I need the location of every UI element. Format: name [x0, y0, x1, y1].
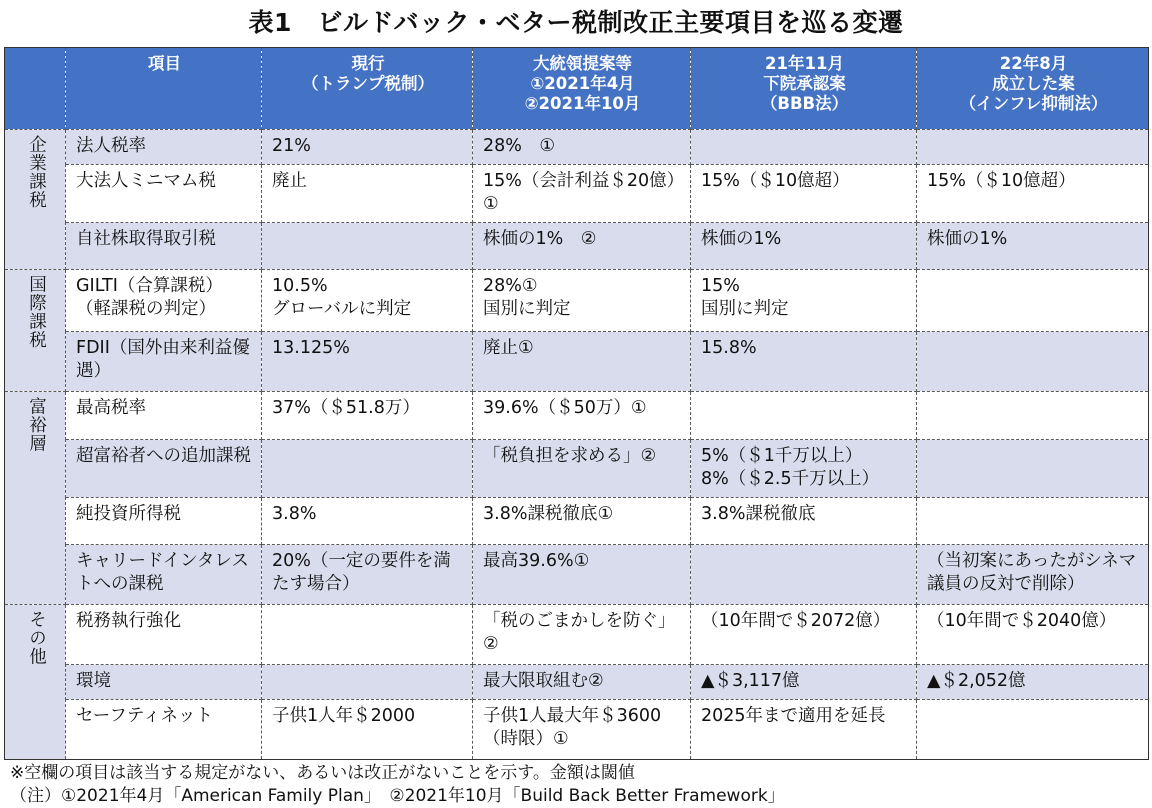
- header-cell-item: 項目: [66, 48, 262, 130]
- enacted-cell: [917, 332, 1149, 392]
- table-title: 表1 ビルドバック・ベター税制改正主要項目を巡る変遷: [248, 8, 904, 37]
- proposal-cell: 最大限取組む②: [473, 664, 691, 699]
- header-cell-enacted: 22年8月 成立した案 （インフレ抑制法）: [917, 48, 1149, 130]
- item-cell: 純投資所得税: [66, 497, 262, 545]
- proposal-cell: 「税のごまかしを防ぐ」②: [473, 605, 691, 665]
- enacted-cell: 株価の1%: [917, 222, 1149, 270]
- item-cell: 税務執行強化: [66, 605, 262, 665]
- enacted-cell: （10年間で＄2040億）: [917, 605, 1149, 665]
- current-cell: [262, 605, 473, 665]
- item-cell: 超富裕者への追加課税: [66, 439, 262, 497]
- table-row: [5, 700, 1149, 760]
- category-label: その他: [26, 610, 47, 666]
- item-cell: キャリードインタレストへの課税: [66, 545, 262, 605]
- house-cell: 5%（＄1千万以上） 8%（＄2.5千万以上）: [691, 439, 917, 497]
- header-cell-current: 現行 （トランプ税制）: [262, 48, 473, 130]
- current-cell: 3.8%: [262, 497, 473, 545]
- category-cell: [5, 605, 66, 760]
- current-cell: 20%（一定の要件を満たす場合）: [262, 545, 473, 605]
- table-row: [5, 392, 1149, 440]
- table-row: [5, 165, 1149, 223]
- enacted-cell: [917, 700, 1149, 760]
- house-cell: ▲＄3,117億: [691, 664, 917, 699]
- proposal-cell: 28%① 国別に判定: [473, 270, 691, 332]
- header-row: [5, 48, 1149, 130]
- house-cell: 2025年まで適用を延長: [691, 700, 917, 760]
- table-row: [5, 664, 1149, 699]
- current-cell: 10.5% グローバルに判定: [262, 270, 473, 332]
- proposal-cell: 株価の1% ②: [473, 222, 691, 270]
- table-row: [5, 545, 1149, 605]
- category-cell: [5, 392, 66, 605]
- current-cell: [262, 664, 473, 699]
- category-label: 企業課税: [26, 135, 47, 209]
- table-row: [5, 439, 1149, 497]
- proposal-cell: 子供1人最大年＄3600（時限）①: [473, 700, 691, 760]
- current-cell: 13.125%: [262, 332, 473, 392]
- enacted-cell: [917, 439, 1149, 497]
- table-row: [5, 270, 1149, 332]
- enacted-cell: [917, 392, 1149, 440]
- proposal-cell: 3.8%課税徹底①: [473, 497, 691, 545]
- item-cell: 最高税率: [66, 392, 262, 440]
- header-cell-proposal: 大統領提案等 ①2021年4月 ②2021年10月: [473, 48, 691, 130]
- table-row: [5, 332, 1149, 392]
- enacted-cell: 15%（＄10億超）: [917, 165, 1149, 223]
- current-cell: 21%: [262, 130, 473, 165]
- house-cell: [691, 392, 917, 440]
- house-cell: 株価の1%: [691, 222, 917, 270]
- header-cell-category: [5, 48, 66, 130]
- enacted-cell: [917, 270, 1149, 332]
- category-cell: [5, 130, 66, 270]
- table-row: [5, 222, 1149, 270]
- header-cell-house: 21年11月 下院承認案 （BBB法）: [691, 48, 917, 130]
- house-cell: 15.8%: [691, 332, 917, 392]
- proposal-cell: 15%（会計利益＄20億）①: [473, 165, 691, 223]
- current-cell: [262, 439, 473, 497]
- current-cell: 37%（＄51.8万）: [262, 392, 473, 440]
- proposal-cell: 28% ①: [473, 130, 691, 165]
- item-cell: 環境: [66, 664, 262, 699]
- item-cell: GILTI（合算課税） （軽課税の判定）: [66, 270, 262, 332]
- enacted-cell: （当初案にあったがシネマ議員の反対で削除）: [917, 545, 1149, 605]
- item-cell: 自社株取得取引税: [66, 222, 262, 270]
- house-cell: 15%（＄10億超）: [691, 165, 917, 223]
- house-cell: 15% 国別に判定: [691, 270, 917, 332]
- category-label: 国際課税: [26, 275, 47, 350]
- current-cell: [262, 222, 473, 270]
- proposal-cell: 「税負担を求める」②: [473, 439, 691, 497]
- item-cell: FDII（国外由来利益優遇）: [66, 332, 262, 392]
- enacted-cell: ▲＄2,052億: [917, 664, 1149, 699]
- proposal-cell: 39.6%（＄50万）①: [473, 392, 691, 440]
- table-row: [5, 497, 1149, 545]
- house-cell: [691, 545, 917, 605]
- item-cell: 大法人ミニマム税: [66, 165, 262, 223]
- item-cell: セーフティネット: [66, 700, 262, 760]
- footnote-sources: （注）①2021年4月「American Family Plan」 ②2021年10月「Build Back Better Framework」: [10, 786, 785, 806]
- current-cell: 廃止: [262, 165, 473, 223]
- table-row: [5, 605, 1149, 665]
- tax-reform-table: [4, 47, 1149, 760]
- current-cell: 子供1人年＄2000: [262, 700, 473, 760]
- enacted-cell: [917, 497, 1149, 545]
- house-cell: （10年間で＄2072億）: [691, 605, 917, 665]
- table-row: [5, 130, 1149, 165]
- enacted-cell: [917, 130, 1149, 165]
- category-label: 富裕層: [26, 397, 47, 453]
- category-cell: [5, 270, 66, 392]
- proposal-cell: 最高39.6%①: [473, 545, 691, 605]
- house-cell: 3.8%課税徹底: [691, 497, 917, 545]
- item-cell: 法人税率: [66, 130, 262, 165]
- footnote-blank-cells: ※空欄の項目は該当する規定がない、あるいは改正がないことを示す。金額は閾値: [10, 763, 635, 783]
- house-cell: [691, 130, 917, 165]
- proposal-cell: 廃止①: [473, 332, 691, 392]
- footnotes: [10, 762, 1140, 808]
